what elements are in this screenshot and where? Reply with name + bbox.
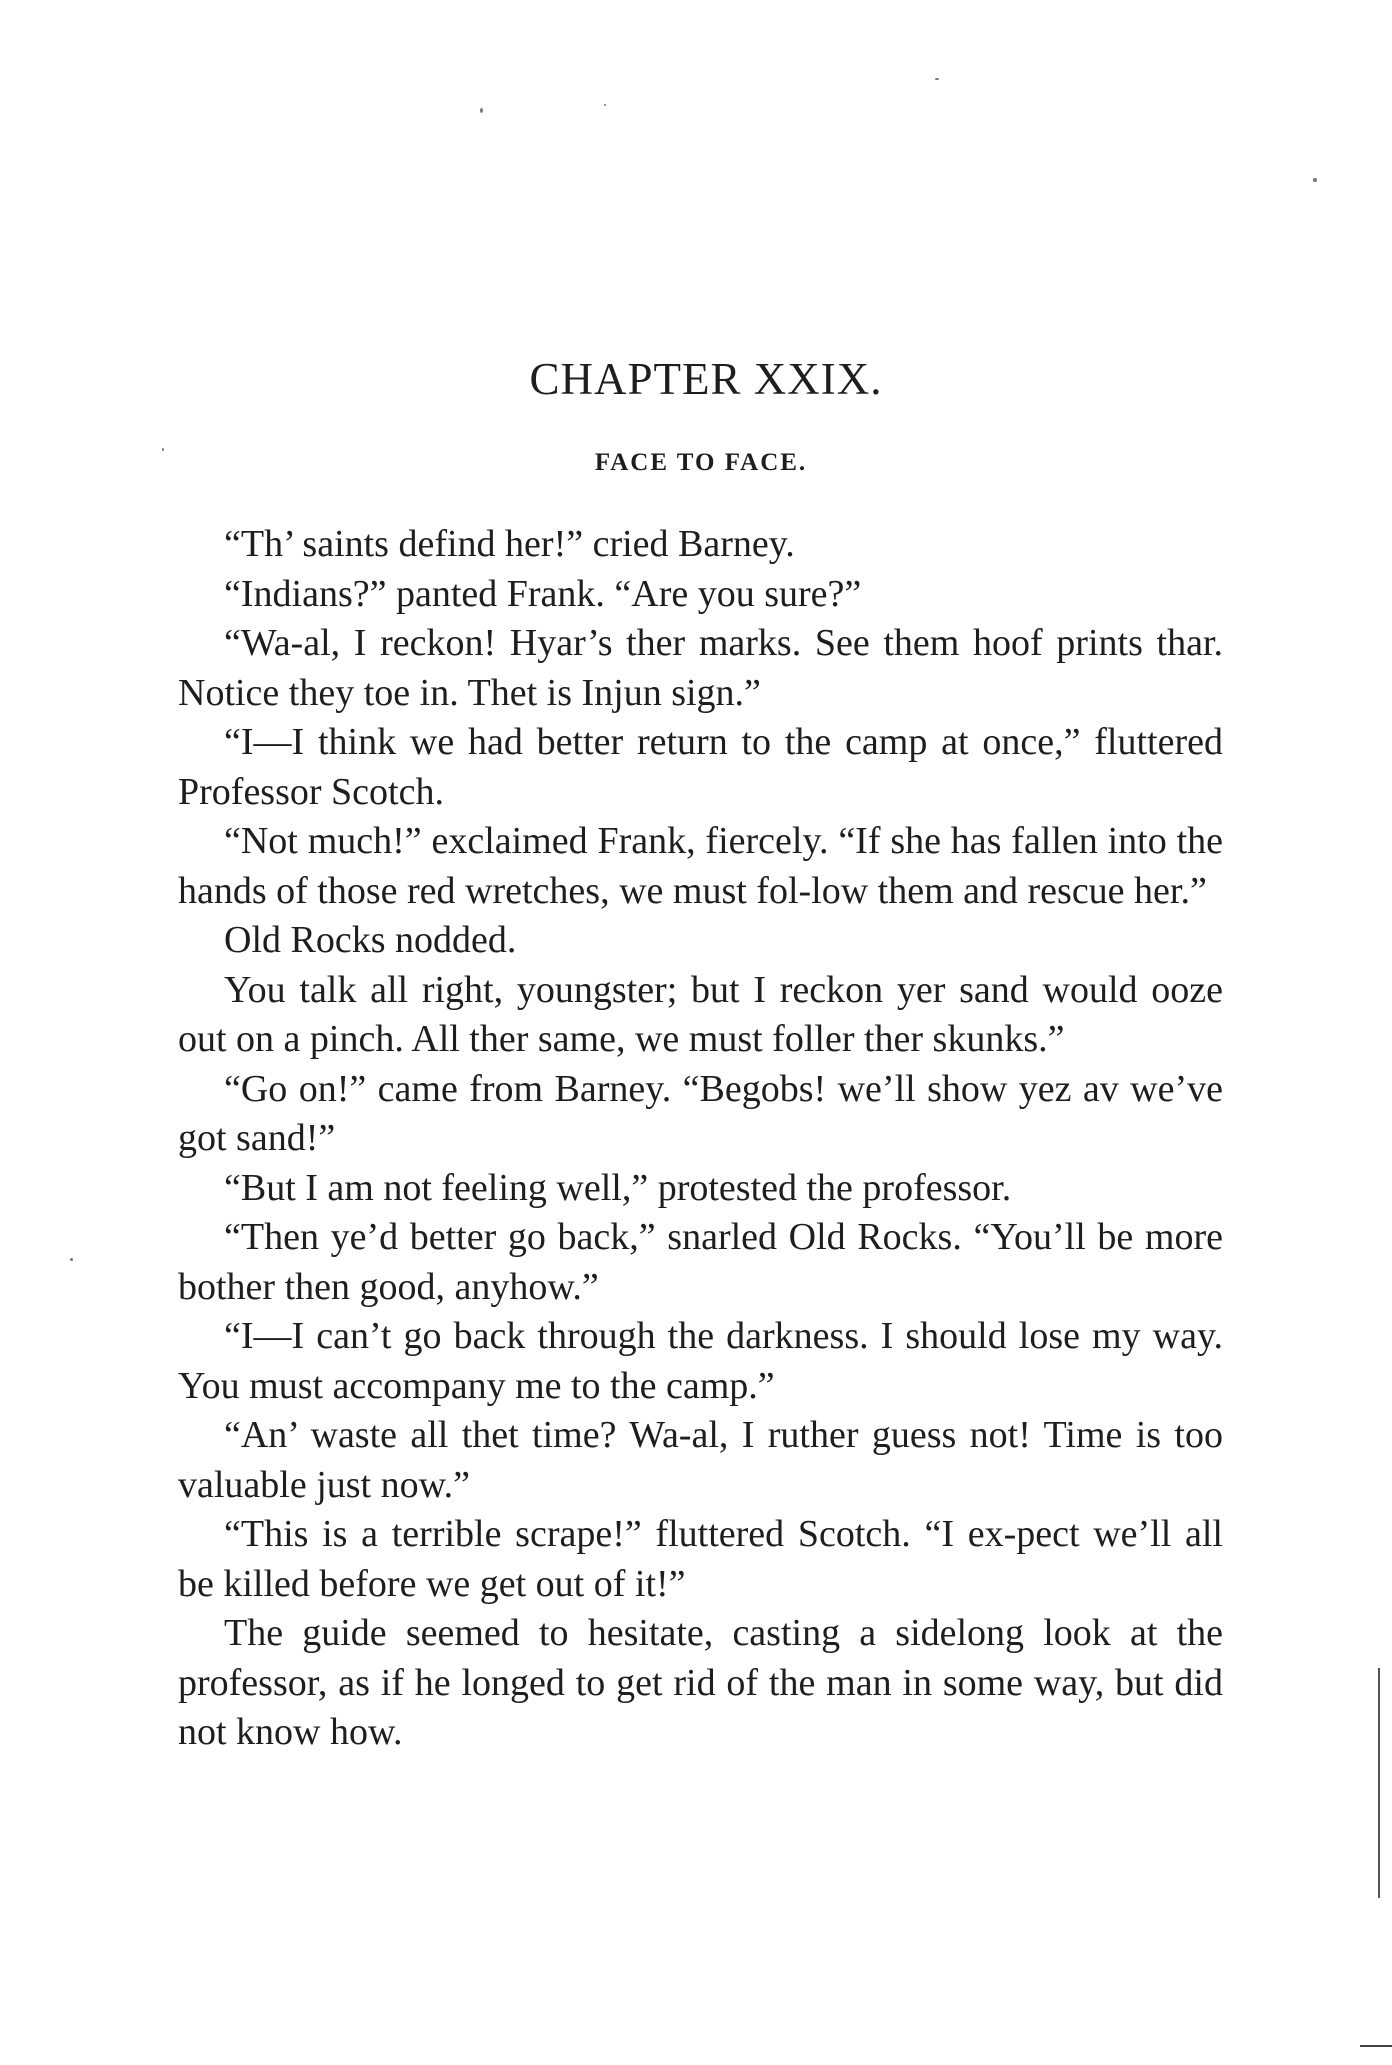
paragraph: “I—I think we had better return to the camp at once,” fluttered Professor Scotch.	[178, 721, 1223, 813]
body-text	[178, 520, 1223, 1758]
paragraph: “Wa-al, I reckon! Hyar’s ther marks. See them hoof prints thar. Notice they toe in. Thet is Injun sign.”	[178, 622, 1223, 714]
paragraph: “But I am not feeling well,” protested the professor.	[224, 1166, 1012, 1209]
chapter-subtitle: FACE TO FACE.	[594, 449, 808, 476]
paragraph: “This is a terrible scrape!” fluttered Scotch. “I ex-pect we’ll all be killed before we get out of it!”	[178, 1513, 1223, 1605]
scan-speck	[604, 104, 606, 106]
paragraph: The guide seemed to hesitate, casting a sidelong look at the professor, as if he longed to get rid of the man in some way, but did not know how.	[178, 1612, 1223, 1753]
paragraph: “Then ye’d better go back,” snarled Old Rocks. “You’ll be more bother then good, anyhow.”	[178, 1216, 1223, 1308]
paragraph: “I—I can’t go back through the darkness. I should lose my way. You must accompany me to the camp.”	[178, 1315, 1223, 1407]
scan-speck	[1313, 178, 1317, 182]
paragraph: “Indians?” panted Frank. “Are you sure?”	[224, 572, 862, 615]
scan-margin-line	[1378, 1668, 1380, 1898]
scan-edge-line	[1360, 2045, 1392, 2047]
paragraph: “Th’ saints defind her!” cried Barney.	[224, 523, 795, 565]
paragraph: “An’ waste all thet time? Wa-al, I ruther guess not! Time is too valuable just now.”	[178, 1414, 1223, 1506]
scan-speck	[70, 1258, 73, 1261]
paragraph: You talk all right, youngster; but I reckon yer sand would ooze out on a pinch. All ther same, we must foller ther skunks.”	[178, 968, 1223, 1060]
chapter-title: CHAPTER XXIX.	[529, 354, 883, 404]
paragraph: “Go on!” came from Barney. “Begobs! we’ll show yez av we’ve got sand!”	[178, 1067, 1223, 1159]
scan-speck	[935, 78, 939, 80]
scan-speck	[480, 108, 483, 113]
paragraph: Old Rocks nodded.	[224, 919, 517, 961]
paragraph: “Not much!” exclaimed Frank, fiercely. “If she has fallen into the hands of those red wretches, we must fol-low them and rescue her.”	[178, 820, 1223, 912]
